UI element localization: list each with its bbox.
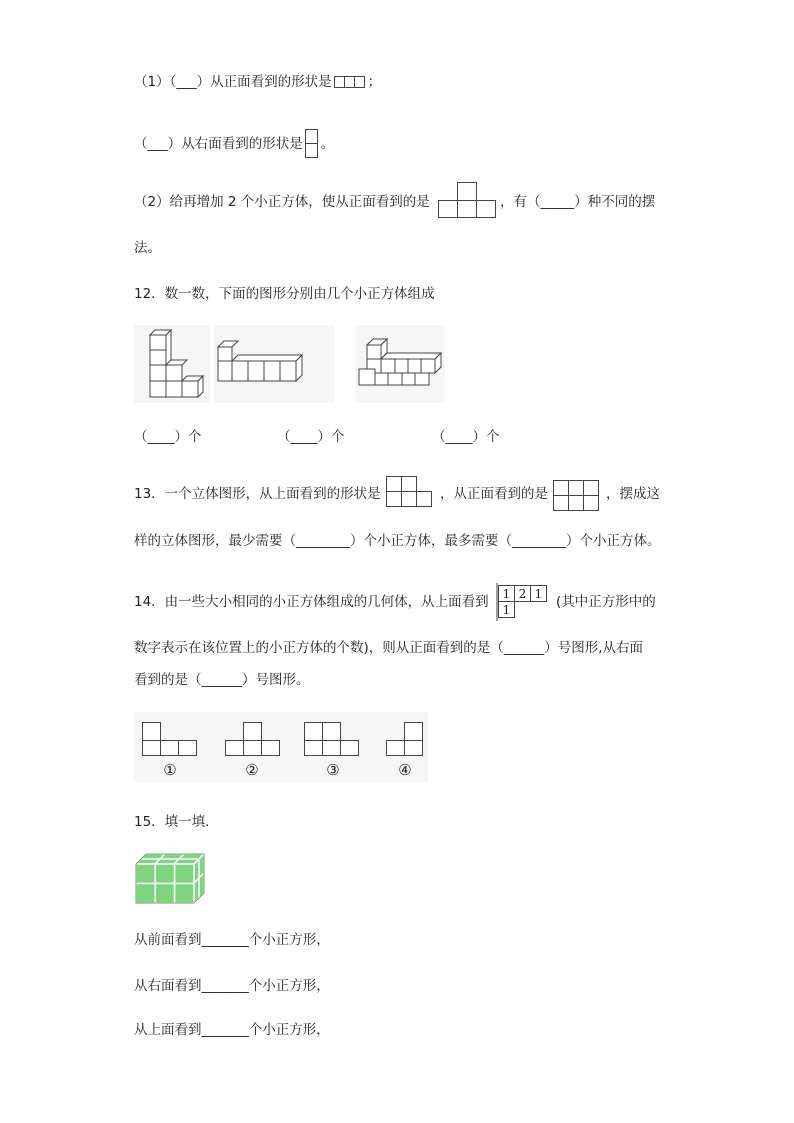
q14-line-1a: [134, 592, 489, 612]
q12-answer-2: （____）个: [277, 429, 345, 445]
q14-option-label: ①: [163, 761, 177, 779]
q13-text-b: ，从正面看到的是: [440, 486, 548, 502]
q14-grid-value: 1: [534, 587, 543, 601]
q14-top-view-grid: [496, 583, 552, 623]
q15-front-line: 从前面看到_______个小正方形，: [134, 932, 330, 948]
q14-text-a: 14．由一些大小相同的小正方体组成的几何体，从上面看到: [134, 594, 489, 610]
q11-part1-right-line: [134, 128, 334, 160]
q13-line-1c: [606, 484, 660, 504]
q13-line-2: [134, 531, 661, 551]
q14-text-b: (其中正方形中的: [556, 594, 656, 610]
q11-part2-line-b: [500, 192, 655, 212]
q13-line-1b: [440, 484, 548, 504]
q15-question-text: 15．填一填.: [134, 814, 210, 830]
q15-top-line: 从上面看到_______个小正方形，: [134, 1022, 330, 1038]
q14-line-1b: [556, 592, 656, 612]
q14-text-c: 数字表示在该位置上的小正方体的个数)，则从正面看到的是（______）号图形,从右面: [134, 640, 644, 656]
q15-green-cube-figure: [134, 852, 206, 906]
q11-part2-target-figure: [437, 180, 499, 220]
q11-part2-text-b: ，有（_____）种不同的摆: [500, 194, 656, 210]
q11-part2-text-a: （2）给再增加 2 个小正方体，使从正面看到的是: [134, 194, 430, 210]
q12-figure-3: [355, 325, 445, 403]
q11-right-view-figure: [303, 128, 321, 160]
q13-line-1a: [134, 484, 381, 504]
q11-part2-line: [134, 192, 430, 212]
q12-figure-1: [134, 325, 210, 403]
q14-grid-value: 2: [518, 587, 527, 601]
q12-figure-2: [214, 325, 334, 403]
q11-part1-front-text: （1）（___）从正面看到的形状是: [134, 74, 332, 90]
q12-answer-1: （____）个: [134, 429, 202, 445]
q14-grid-value: 1: [502, 603, 511, 617]
q13-front-view-figure: [551, 478, 603, 514]
q11-part1-right-end: 。: [320, 136, 335, 152]
q12-answer-3: （____）个: [432, 429, 500, 445]
q14-option-label: ④: [398, 761, 412, 779]
q13-top-view-figure: [384, 474, 436, 510]
q11-part2-text-c: 法。: [134, 240, 161, 256]
q14-option-label: ②: [245, 761, 259, 779]
q13-text-a: 13．一个立体图形，从上面看到的形状是: [134, 486, 381, 502]
q14-line-2: [134, 638, 643, 658]
q11-front-view-figure: [332, 74, 368, 90]
q14-text-d: 看到的是（______）号图形。: [134, 672, 310, 688]
q11-part1-front-end: ；: [367, 74, 382, 90]
q14-grid-value: 1: [502, 587, 511, 601]
q14-line-3: [134, 670, 310, 690]
q11-part2-line-c: [134, 238, 161, 258]
q15-right-line: 从右面看到_______个小正方形，: [134, 978, 330, 994]
q12-question-text: 12．数一数，下面的图形分别由几个小正方体组成: [134, 286, 435, 302]
q14-option-label: ③: [326, 761, 340, 779]
q14-options-figure: [134, 712, 428, 782]
q13-text-d: 样的立体图形，最少需要（________）个小正方体，最多需要（________）个小正方体。: [134, 533, 661, 549]
q13-text-c: ，摆成这: [606, 486, 660, 502]
q11-part1-front-line: [134, 72, 381, 92]
q11-part1-right-text: （___）从右面看到的形状是: [134, 136, 303, 152]
